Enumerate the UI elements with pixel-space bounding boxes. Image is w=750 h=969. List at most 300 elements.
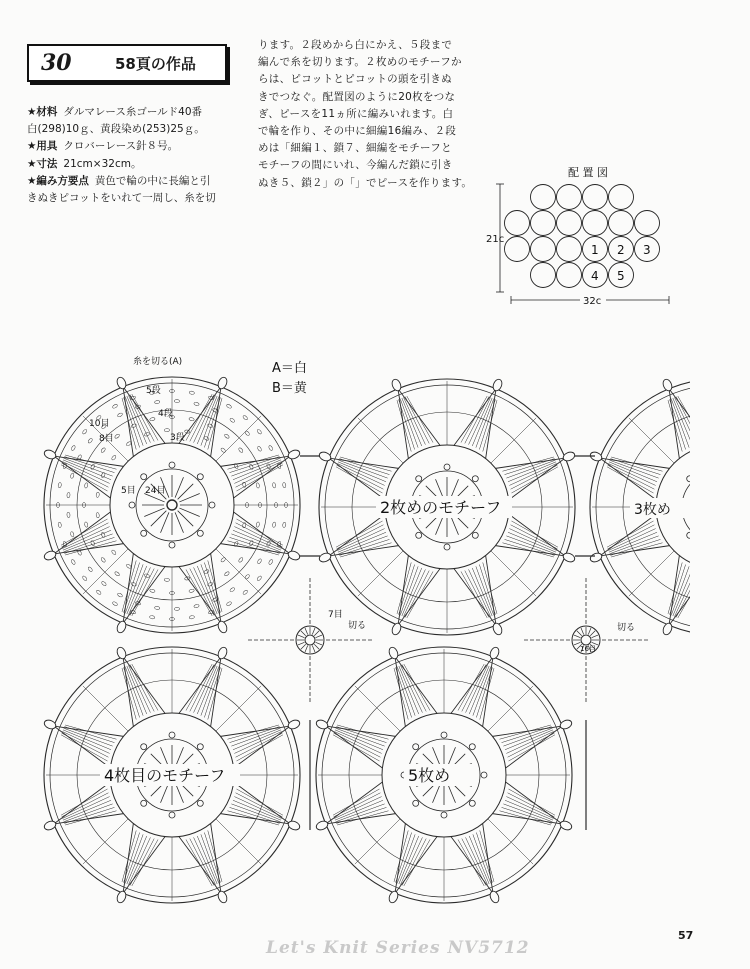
petal-spoke (395, 657, 405, 727)
petal-strand (480, 668, 494, 719)
petal-strand (479, 399, 495, 449)
petal-strand (396, 667, 412, 717)
petal-strand (227, 725, 278, 739)
piece-stitch (314, 631, 319, 636)
petal-spoke (211, 657, 221, 727)
chain-stitch (256, 483, 260, 489)
petal-strand (483, 562, 497, 613)
piece-cut-label-2: 切る (617, 623, 636, 633)
petal-strand (124, 833, 140, 883)
piece-16-label: 16目 (580, 645, 596, 653)
center-picot (141, 744, 147, 750)
layout-marker-4: 4 (591, 269, 599, 283)
chain-stitch (282, 522, 286, 528)
petal-strand (65, 811, 116, 825)
chain-stitch (82, 429, 88, 435)
piece-stitch (316, 642, 322, 645)
picot (217, 376, 229, 390)
piece-stitch (312, 628, 315, 634)
height-label: 21c (486, 234, 505, 245)
motif-divider (216, 686, 261, 731)
picot (589, 552, 603, 564)
piece-stitch (574, 635, 580, 638)
chain-stitch (111, 549, 117, 555)
width-label: 32c (583, 296, 602, 307)
motif-core-ring (682, 471, 750, 543)
center-stitch (724, 486, 740, 502)
chain-stitch (70, 531, 74, 537)
picot (217, 890, 229, 904)
chain-stitch (112, 404, 118, 409)
center-stitch (690, 496, 710, 504)
petal-strand (124, 667, 140, 717)
chain-stitch (242, 590, 248, 596)
method-line-1: 黄色で輪の中に長編と引 (94, 174, 211, 187)
chain-stitch (87, 438, 93, 444)
chain-stitch (87, 566, 93, 572)
chain-stitch (101, 581, 107, 587)
motif-divider (358, 418, 403, 463)
motif-2-label: 2枚めのモチーフ (380, 498, 502, 517)
petal-spoke (600, 458, 670, 468)
piece-stitch (581, 628, 584, 634)
petal-strand (339, 539, 389, 555)
chain-stitch (114, 433, 120, 439)
tool-label: ★用具 (27, 140, 58, 153)
petal-strand (502, 543, 553, 557)
petal-strand (64, 807, 114, 823)
picot (390, 622, 402, 636)
petal-spoke (220, 456, 290, 466)
instruction-line: ぎ、ピースを11ヵ所に編みいれます。白 (258, 107, 454, 120)
center-picot (687, 532, 693, 538)
petal-spoke (483, 823, 493, 893)
chain-stitch (126, 441, 132, 446)
chain-stitch (90, 540, 95, 546)
picot (287, 550, 301, 562)
join-piece-1 (248, 578, 372, 702)
round-5-label: 5段 (146, 386, 161, 396)
motif-divider (355, 819, 400, 864)
chain-stitch (96, 590, 102, 596)
petal-strand (502, 807, 552, 823)
round-24-label: 24目 (145, 486, 166, 496)
chain-stitch (112, 601, 118, 606)
petal-strand (483, 400, 497, 451)
piece-stitch (316, 635, 322, 638)
center-stitch (725, 496, 745, 504)
petal-strand (396, 833, 412, 883)
petal-strand (124, 397, 140, 447)
chain-stitch (174, 607, 179, 610)
chain-stitch (149, 615, 155, 619)
chain-stitch (71, 445, 76, 451)
pattern-number: 30 (41, 50, 72, 76)
petal-strand (204, 667, 220, 717)
chain-stitch (150, 417, 156, 421)
petal-strand (230, 807, 280, 823)
picot (43, 448, 57, 460)
picot (661, 622, 673, 636)
center-picot (472, 476, 478, 482)
picot (115, 890, 127, 904)
picot (43, 820, 57, 832)
chain-stitch (126, 564, 132, 569)
center-picot (141, 530, 147, 536)
motif-divider (491, 418, 536, 463)
center-picot (416, 476, 422, 482)
petal-spoke (492, 814, 562, 824)
chain-stitch (224, 571, 230, 577)
petal-strand (336, 727, 386, 743)
petal-spoke (220, 726, 290, 736)
petal-strand (732, 572, 750, 618)
chain-stitch (194, 604, 200, 608)
chain-stitch (194, 402, 200, 406)
petal-spoke (329, 546, 399, 556)
petal-strand (476, 833, 492, 883)
piece-stitch (314, 644, 319, 649)
center-stitch (721, 514, 729, 534)
petal-spoke (483, 657, 493, 727)
size-value: 21cm×32cm。 (63, 157, 142, 170)
petal-spoke (495, 458, 565, 468)
instruction-line: きでつなぐ。配置図のように20枚をつな (258, 90, 456, 103)
chain-stitch (224, 433, 230, 439)
petal-strand (743, 398, 750, 446)
picot (387, 646, 399, 660)
piece-stitch (588, 628, 591, 634)
chain-stitch (204, 569, 210, 574)
size-label: ★寸法 (27, 157, 58, 170)
center-picot (481, 772, 487, 778)
yarn-label: ★材料 (27, 106, 58, 118)
cut-label-a: 糸を切る(A) (133, 357, 183, 367)
chain-stitch (204, 436, 210, 441)
chain-stitch (249, 540, 254, 546)
piece-7-label: 7目 (328, 610, 343, 620)
petal-strand (480, 830, 494, 881)
round-5m-label: 5目 (121, 486, 136, 496)
petal-strand (610, 539, 660, 555)
chain-stitch (226, 601, 232, 606)
motif-divider (488, 819, 533, 864)
chain-stitch (257, 446, 262, 452)
petal-strand (227, 811, 278, 825)
motif-divider (216, 416, 261, 461)
layout-marker-3: 3 (643, 243, 651, 257)
piece-center (581, 635, 591, 645)
chain-stitch (100, 557, 106, 563)
chain-stitch (100, 447, 106, 453)
chain-stitch (111, 455, 117, 461)
center-picot (743, 532, 749, 538)
motif-5-label: 5枚め (408, 766, 451, 785)
petal-spoke (326, 814, 396, 824)
petal-spoke (398, 555, 408, 625)
petal-spoke (123, 387, 133, 457)
picot (115, 646, 127, 660)
chain-stitch (67, 512, 70, 517)
layout-title: 配 置 図 (568, 166, 608, 179)
chain-stitch (154, 606, 160, 610)
petal-strand (124, 563, 140, 613)
petal-strand (64, 727, 114, 743)
center-stitch (725, 510, 745, 518)
center-stitch (721, 479, 729, 499)
petal-strand (122, 668, 136, 719)
center-stitch (697, 513, 713, 529)
picot (217, 620, 229, 634)
center-picot (169, 732, 175, 738)
petal-spoke (220, 544, 290, 554)
petal-spoke (123, 657, 133, 727)
chain-stitch (58, 522, 62, 528)
petal-spoke (600, 546, 670, 556)
center-picot (169, 542, 175, 548)
picot (287, 820, 301, 832)
motif-divider (83, 549, 128, 594)
center-picot (413, 744, 419, 750)
petal-spoke (725, 389, 750, 446)
piece-stitch (312, 646, 315, 652)
instruction-line: 編んで糸を切ります。２枚めのモチーフか (258, 56, 462, 69)
chain-stitch (220, 557, 226, 563)
picot (661, 378, 673, 392)
center-picot (129, 502, 135, 508)
chain-stitch (70, 473, 74, 479)
picot (562, 552, 576, 564)
chain-stitch (154, 400, 160, 404)
page-title: 58頁の作品 (115, 54, 196, 73)
series-watermark: Let's Knit Series NV5712 (266, 938, 530, 958)
petal-strand (479, 565, 495, 615)
petal-spoke (395, 823, 405, 893)
chain-stitch (189, 615, 195, 619)
center-picot (469, 744, 475, 750)
center-picot (472, 532, 478, 538)
petal-strand (122, 830, 136, 881)
chain-stitch (131, 423, 137, 428)
method-label: ★編み方要点 (27, 174, 89, 187)
page-number: 57 (678, 929, 694, 942)
petal-strand (336, 807, 386, 823)
tool-value: クロバーレース針８号。 (63, 140, 179, 153)
picot (217, 646, 229, 660)
petal-strand (740, 569, 750, 616)
center-picot (209, 502, 215, 508)
picot (287, 718, 301, 730)
petal-strand (397, 562, 411, 613)
chain-stitch (257, 575, 263, 581)
round-4-label: 4段 (158, 409, 173, 419)
petal-strand (505, 539, 555, 555)
petal-strand (476, 667, 492, 717)
chain-stitch (58, 482, 62, 488)
chain-stitch (229, 418, 235, 423)
picot (559, 718, 573, 730)
petal-strand (397, 400, 411, 451)
chain-stitch (220, 447, 226, 453)
motif-divider (355, 686, 400, 731)
center-stitch (724, 513, 740, 529)
chain-stitch (117, 592, 123, 597)
center-picot (715, 544, 721, 550)
picot (318, 450, 332, 462)
center-stitch (697, 486, 713, 502)
center-stitch (707, 514, 715, 534)
petal-strand (394, 830, 408, 881)
layout-marker-5: 5 (617, 269, 625, 283)
piece-stitch (590, 631, 595, 636)
chain-stitch (84, 483, 88, 489)
petal-spoke (123, 823, 133, 893)
picot (315, 820, 329, 832)
chain-stitch (257, 558, 262, 564)
piece-stitch (301, 644, 306, 649)
picot (43, 718, 57, 730)
piece-cut-label: 切る (348, 621, 367, 631)
center-picot (444, 464, 450, 470)
center-picot (141, 474, 147, 480)
chain-stitch (117, 412, 123, 417)
petal-strand (502, 457, 553, 471)
chain-stitch (164, 578, 169, 581)
piece-stitch (592, 635, 598, 638)
picot (390, 378, 402, 392)
chain-stitch (150, 589, 156, 593)
petal-spoke (669, 555, 679, 625)
picot (318, 552, 332, 564)
petal-strand (736, 397, 750, 444)
petal-spoke (123, 553, 133, 623)
chain-stitch (226, 404, 232, 409)
piece-stitch (301, 631, 306, 636)
petal-strand (743, 568, 750, 616)
chain-stitch (96, 492, 100, 498)
petal-strand (736, 571, 750, 618)
petal-spoke (486, 555, 496, 625)
petal-spoke (492, 726, 562, 736)
join-piece-2 (524, 578, 648, 702)
motif-divider (216, 549, 261, 594)
petal-spoke (54, 814, 124, 824)
petal-spoke (54, 544, 124, 554)
motif-magic-ring (713, 502, 723, 512)
petal-spoke (54, 456, 124, 466)
chain-stitch (249, 464, 254, 470)
chain-stitch (189, 391, 195, 395)
petal-strand (670, 565, 686, 615)
chain-stitch (114, 571, 120, 577)
chain-stitch (71, 559, 76, 565)
petal-spoke (211, 553, 221, 623)
petal-strand (337, 725, 388, 739)
petal-strand (208, 668, 222, 719)
center-picot (469, 800, 475, 806)
petal-spoke (211, 823, 221, 893)
motif-3-label: 3枚め (634, 502, 671, 518)
yarn-line-1: ダルマレース糸ゴールド40番 (63, 106, 203, 118)
method-line-2: きぬきピコットをいれて一周し、糸を切 (27, 192, 216, 205)
petal-strand (502, 727, 552, 743)
piece-stitch (298, 635, 304, 638)
picot (492, 378, 504, 392)
center-picot (416, 532, 422, 538)
piece-stitch (577, 631, 582, 636)
motif-divider (629, 551, 674, 596)
chain-stitch (82, 575, 88, 581)
chain-stitch (189, 589, 195, 593)
motif-magic-ring (167, 500, 177, 510)
center-picot (197, 474, 203, 480)
picot (562, 450, 576, 462)
petal-strand (64, 537, 114, 553)
motif-divider (491, 551, 536, 596)
motif-divider (488, 686, 533, 731)
chain-stitch (272, 482, 276, 488)
chain-stitch (244, 430, 250, 436)
chain-stitch (272, 522, 276, 528)
picot (387, 890, 399, 904)
picot (43, 550, 57, 562)
petal-strand (340, 543, 391, 557)
chain-stitch (96, 512, 100, 518)
petal-spoke (398, 389, 408, 459)
center-picot (715, 464, 721, 470)
layout-marker-1: 1 (591, 243, 599, 257)
petal-strand (611, 457, 662, 471)
center-stitch (690, 510, 710, 518)
round-10-label: 10目 (89, 419, 110, 429)
piece-stitch (298, 642, 304, 645)
petal-spoke (725, 569, 750, 626)
chain-stitch (207, 582, 213, 587)
chain-stitch (242, 415, 248, 421)
petal-strand (204, 833, 220, 883)
center-picot (441, 812, 447, 818)
petal-strand (668, 400, 682, 451)
chain-stitch (244, 574, 250, 580)
petal-strand (230, 727, 280, 743)
center-picot (169, 462, 175, 468)
petal-strand (399, 399, 415, 449)
center-picot (197, 744, 203, 750)
picot (559, 820, 573, 832)
center-picot (743, 476, 749, 482)
center-picot (141, 800, 147, 806)
chain-stitch (257, 429, 263, 435)
chain-stitch (189, 417, 195, 421)
chain-stitch (84, 522, 88, 528)
petal-spoke (329, 458, 399, 468)
motif-group (43, 376, 750, 904)
picot (315, 718, 329, 730)
chain-stitch (131, 582, 137, 587)
petal-spoke (486, 389, 496, 459)
petal-strand (337, 811, 388, 825)
motif-4-label: 4枚目のモチーフ (104, 766, 226, 785)
chain-stitch (174, 399, 179, 402)
picot (115, 620, 127, 634)
chain-stitch (256, 522, 260, 528)
yarn-line-2: 白(298)10ｇ、黄段染め(253)25ｇ。 (27, 123, 205, 136)
instruction-line: めは「細編１、鎖７、細編をモチーフと (258, 142, 452, 155)
chain-stitch (144, 432, 150, 437)
petal-spoke (495, 546, 565, 556)
chain-stitch (238, 557, 244, 563)
chain-stitch (282, 482, 286, 488)
